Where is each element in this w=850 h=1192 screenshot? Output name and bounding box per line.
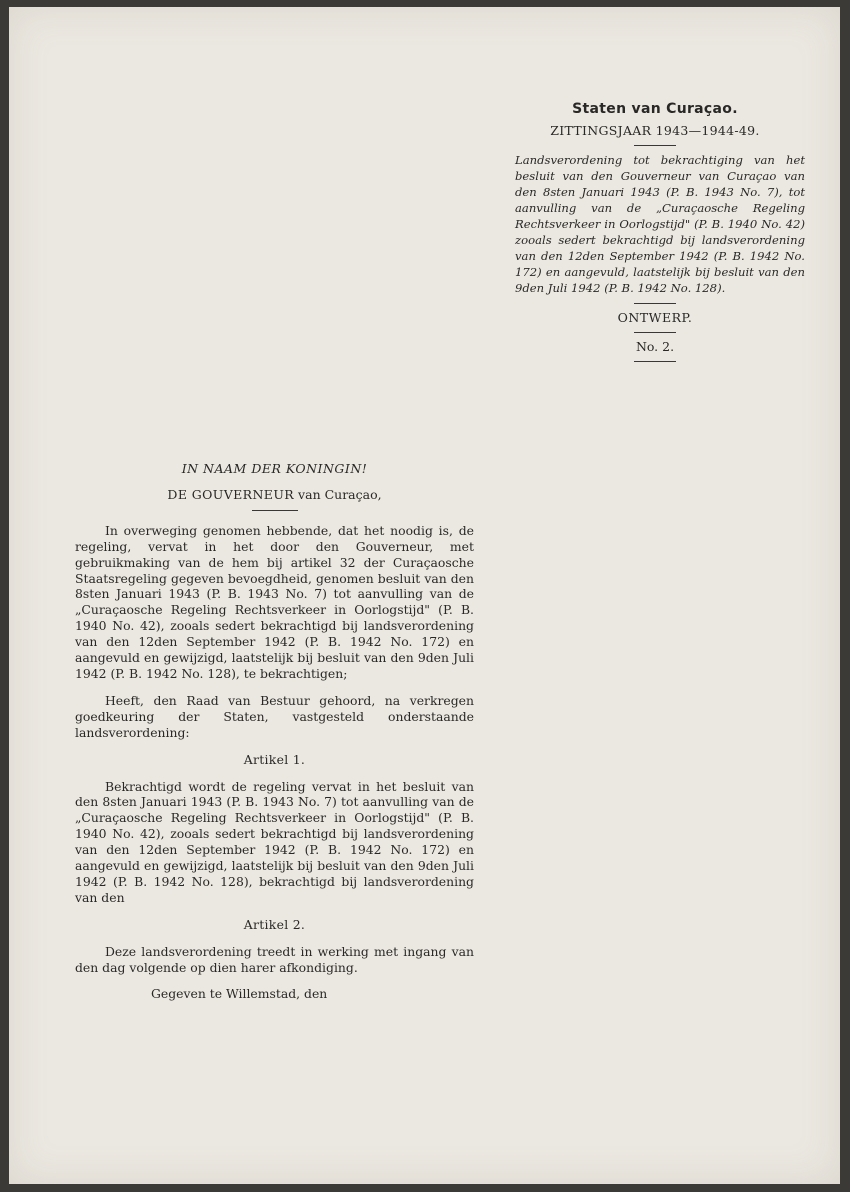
- preamble-paragraph: In overweging genomen hebbende, dat het noodig is, de regeling, vervat in het door den Gouverneur, met gebruikmaking van de hem bij artikel 32 der Curaçaosche Staatsregeling gegeven bevoegdheid, genomen besluit van den 8sten Januari 1943 (P. B. 1943 No. 7) tot aanvulling van de „Curaçaosche Regeling Rechtsverkeer in Oorlogstijd" (P. B. 1940 No. 42), zooals sedert bekrachtigd bij landsverordening van den 12den September 1942 (P. B. 1942 No. 172) en aangevuld en gewijzigd, laatstelijk bij besluit van den 9den Juli 1942 (P. B. 1942 No. 128), te bekrachtigen;: [75, 522, 474, 681]
- signature-line: Gegeven te Willemstad, den: [151, 986, 328, 1002]
- governor-heading-rest: van Curaçao,: [294, 486, 382, 502]
- royal-invocation: IN NAAM DER KONINGIN!: [181, 461, 368, 476]
- header-divider: [634, 145, 676, 146]
- session-year: ZITTINGSJAAR 1943—1944-49.: [550, 123, 760, 138]
- governor-heading-caps: DE GOUVERNEUR: [167, 486, 295, 502]
- governor-heading: [75, 487, 474, 503]
- ordinance-body: [75, 455, 474, 1002]
- draft-divider-top: [634, 303, 676, 304]
- draft-label: ONTWERP.: [617, 310, 693, 325]
- governor-divider: [252, 510, 298, 511]
- draft-divider-bottom: [634, 361, 676, 362]
- draft-divider-middle: [634, 332, 676, 333]
- article-2-text: Deze landsverordening treedt in werking met ingang van den dag volgende op dien harer afkondiging.: [75, 943, 474, 975]
- state-title: Staten van Curaçao.: [572, 101, 738, 117]
- article-2-heading: Artikel 2.: [243, 916, 306, 932]
- enactment-paragraph: Heeft, den Raad van Bestuur gehoord, na verkregen goedkeuring der Staten, vastgesteld onderstaande landsverordening:: [75, 692, 474, 740]
- article-1-text: Bekrachtigd wordt de regeling vervat in het besluit van den 8sten Januari 1943 (P. B. 1943 No. 7) tot aanvulling van de „Curaçaosche Regeling Rechtsverkeer in Oorlogstijd" (P. B. 1940 No. 42), zooals sedert bekrachtigd bij landsverordening van den 12den September 1942 (P. B. 1942 No. 172) en aangevuld en gewijzigd, laatstelijk bij besluit van den 9den Juli 1942 (P. B. 1942 No. 128), bekrachtigd bij landsverordening van den: [75, 778, 474, 905]
- article-1-heading: Artikel 1.: [243, 751, 306, 767]
- document-header: [505, 93, 805, 368]
- document-page: [9, 7, 840, 1184]
- draft-number: No. 2.: [635, 339, 675, 354]
- ordinance-subject: Landsverordening tot bekrachtiging van het besluit van den Gouverneur van Curaçao van den 8sten Januari 1943 (P. B. 1943 No. 7), tot aanvulling van de „Curaçaosche Regeling Rechtsverkeer in Oorlogstijd" (P. B. 1940 No. 42) zooals sedert bekrachtigd bij landsverordening van den 12den September 1942 (P. B. 1942 No. 172) en aangevuld, laatstelijk bij besluit van den 9den Juli 1942 (P. B. 1942 No. 128).: [515, 153, 805, 295]
